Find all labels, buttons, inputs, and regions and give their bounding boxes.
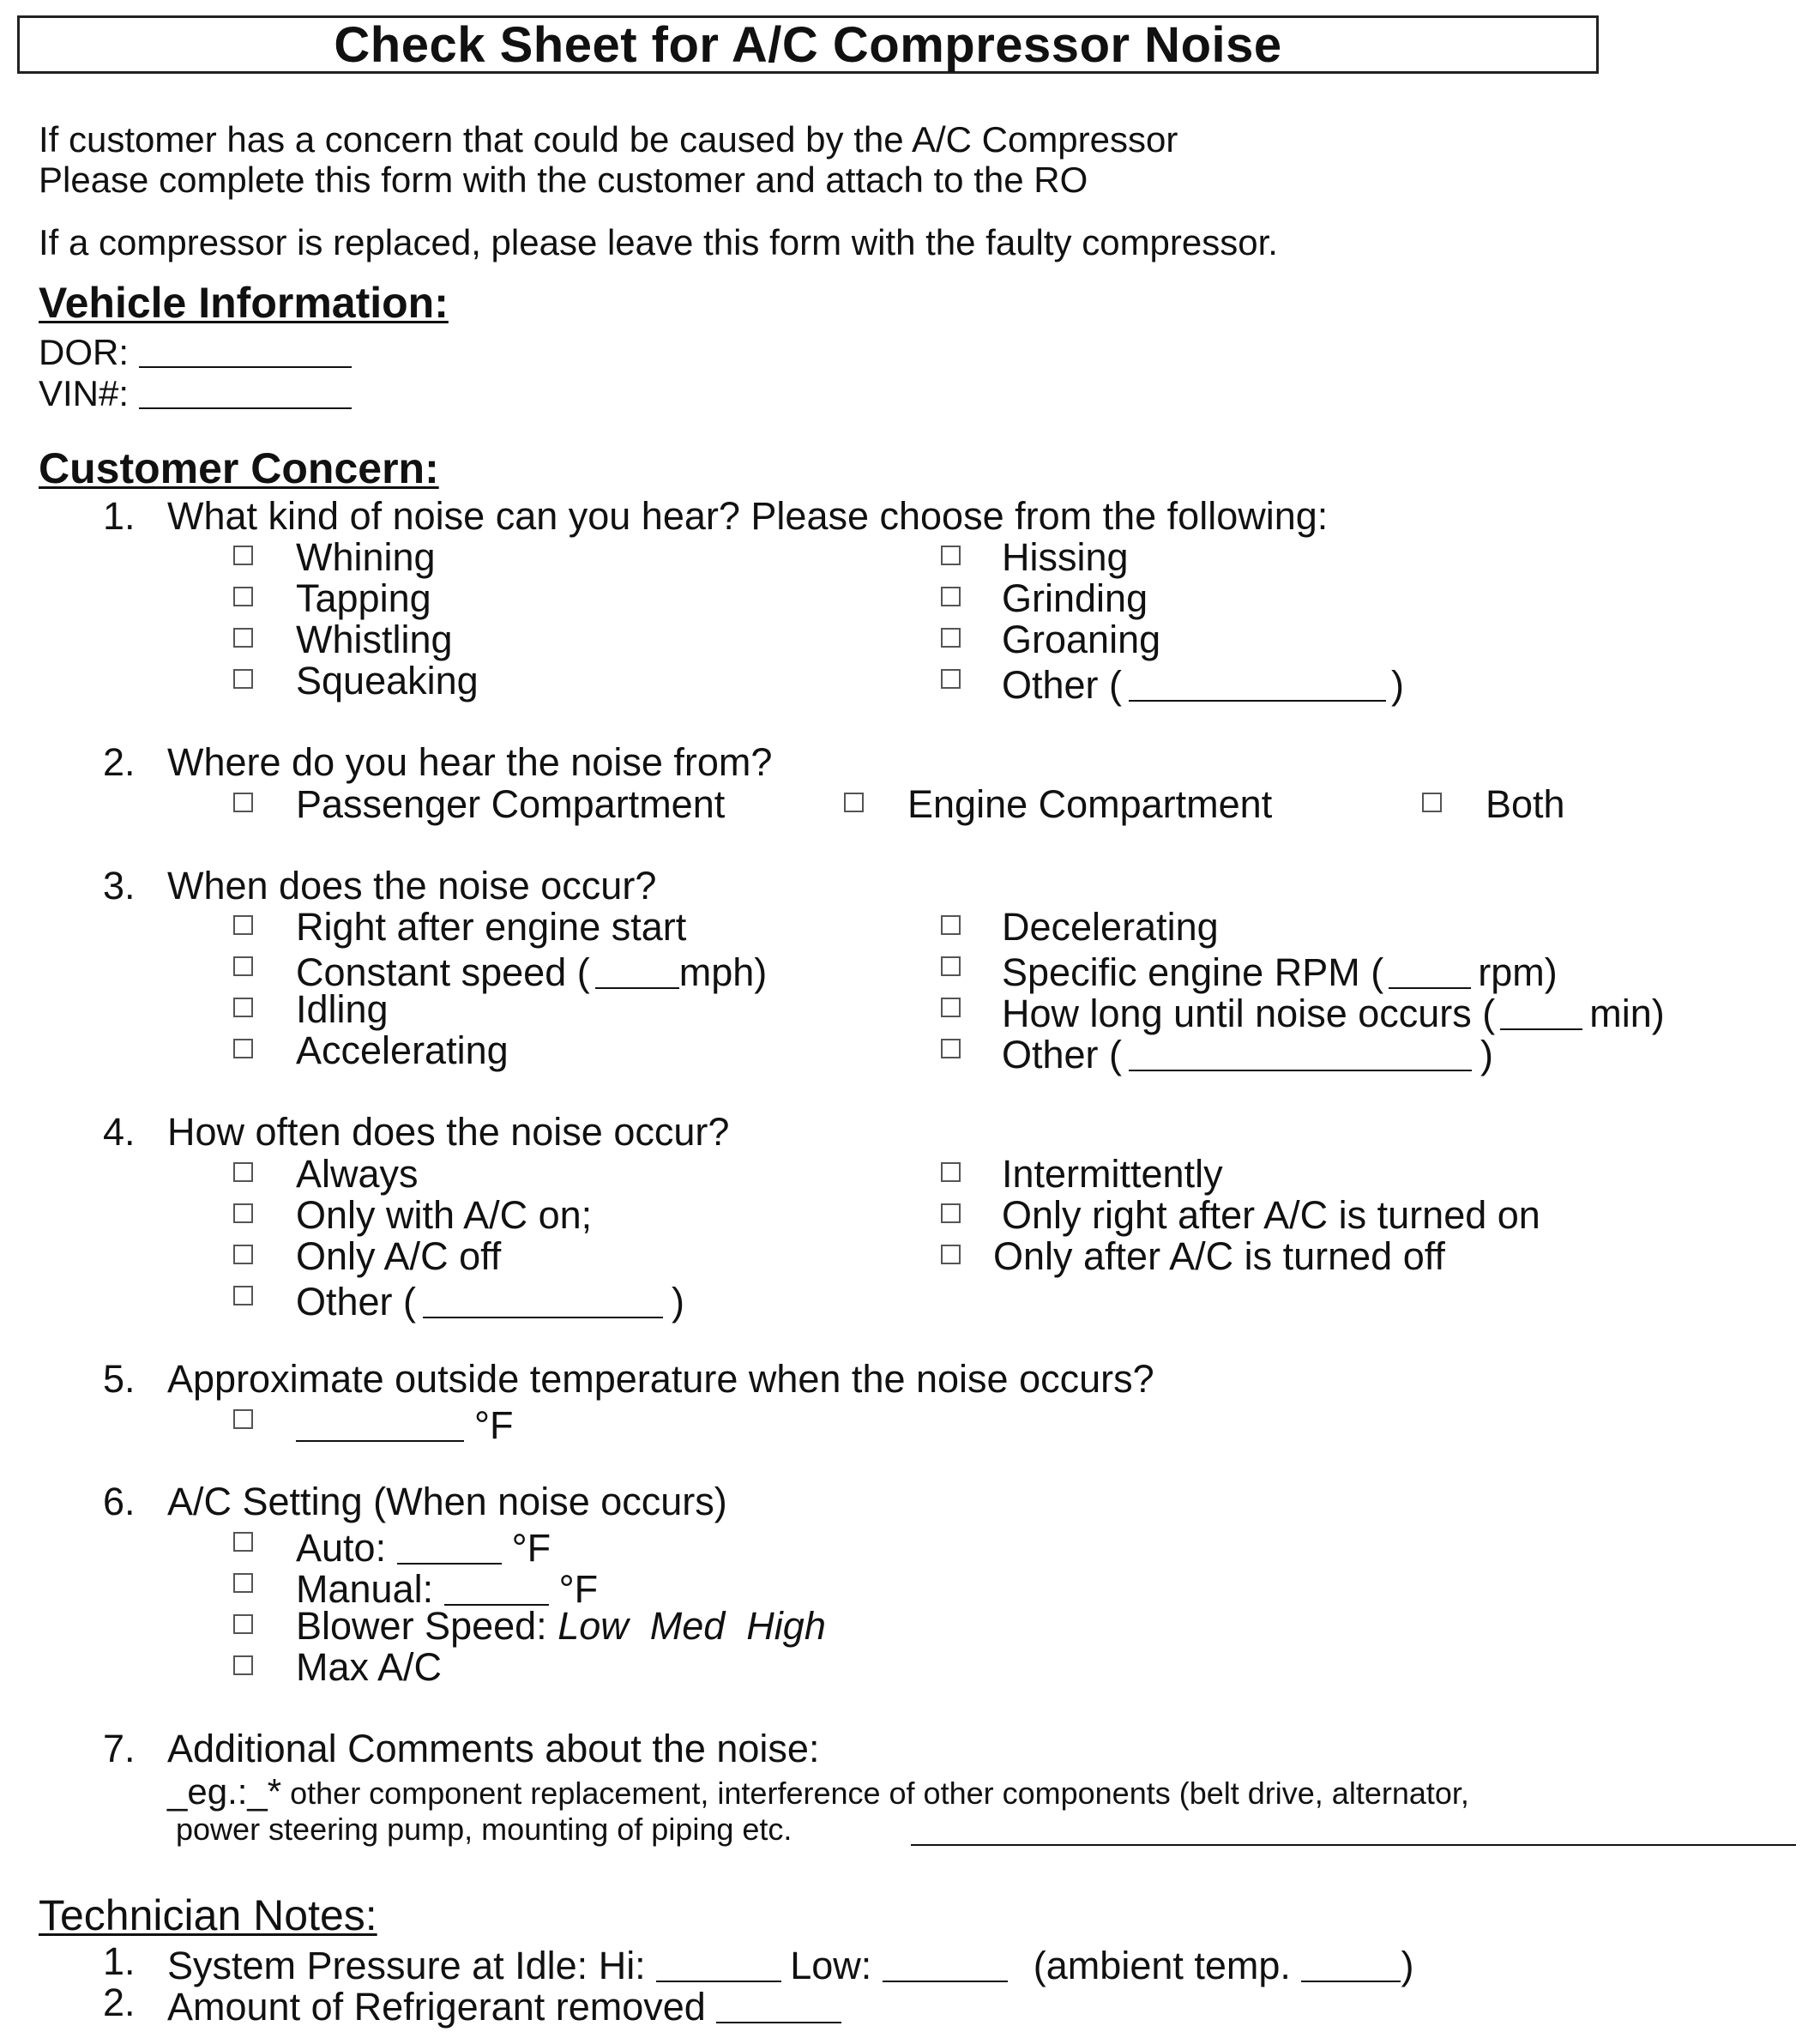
q2-question: Where do you hear the noise from? — [167, 740, 773, 784]
q3-rpm-unit: rpm) — [1478, 950, 1558, 994]
q3-speed-checkbox[interactable] — [233, 956, 253, 976]
q2-both-checkbox[interactable] — [1422, 793, 1442, 812]
q4-intermittent-label: Intermittently — [1002, 1152, 1223, 1196]
dor-label: DOR: — [39, 332, 129, 372]
q4-ac-off-label: Only A/C off — [296, 1234, 502, 1278]
q6-manual-row — [296, 1565, 599, 1611]
q3-start-label: Right after engine start — [296, 905, 687, 949]
q4-always-label: Always — [296, 1152, 419, 1196]
q3-other-field[interactable] — [1129, 1031, 1472, 1071]
q6-blower-levels[interactable]: Low Med High — [557, 1604, 826, 1648]
q3-howlong-label: How long until noise occurs ( — [1002, 992, 1496, 1035]
q3-rpm-row — [1002, 949, 1558, 992]
dor-row — [39, 330, 352, 371]
q5-temp-row — [296, 1402, 514, 1447]
q3-speed-unit: mph) — [678, 950, 768, 994]
vin-label: VIN#: — [39, 373, 130, 413]
q1-question: What kind of noise can you hear? Please choose from the following: — [167, 494, 1329, 538]
q3-howlong-field[interactable] — [1500, 990, 1582, 1030]
q1-hissing-checkbox[interactable] — [941, 546, 961, 565]
q1-other-checkbox[interactable] — [941, 669, 961, 689]
q6-number: 6. — [103, 1480, 136, 1523]
vin-field[interactable] — [139, 371, 352, 409]
q1-other-field[interactable] — [1129, 661, 1386, 702]
page-title: Check Sheet for A/C Compressor Noise — [334, 16, 1282, 73]
q5-number: 5. — [103, 1357, 136, 1401]
q3-accel-checkbox[interactable] — [233, 1039, 253, 1058]
tech-pressure-hi-field[interactable] — [656, 1942, 781, 1982]
q6-manual-checkbox[interactable] — [233, 1573, 253, 1593]
intro-line-3: If a compressor is replaced, please leave this form with the faulty compressor. — [39, 222, 1278, 262]
tech-note-2-row — [167, 1983, 841, 2029]
tech-ambient-close: ) — [1401, 1944, 1414, 1987]
q7-example-prefix: _eg.:_* — [167, 1771, 282, 1812]
q1-grinding-checkbox[interactable] — [941, 587, 961, 606]
q3-speed-label: Constant speed ( — [296, 950, 590, 994]
q4-ac-off-checkbox[interactable] — [233, 1245, 253, 1264]
tech-note-1-row — [167, 1942, 1413, 1985]
q1-tapping-checkbox[interactable] — [233, 587, 253, 606]
q5-temp-checkbox[interactable] — [233, 1409, 253, 1429]
q4-always-checkbox[interactable] — [233, 1162, 253, 1182]
q2-engine-checkbox[interactable] — [844, 793, 864, 812]
q4-number: 4. — [103, 1110, 136, 1154]
tech-ambient-field[interactable] — [1301, 1942, 1401, 1982]
tech-note-1-number: 1. — [103, 1939, 136, 1983]
tech-ambient-label: (ambient temp. — [1033, 1944, 1291, 1987]
q1-squeaking-checkbox[interactable] — [233, 669, 253, 689]
q3-rpm-field[interactable] — [1389, 949, 1471, 989]
q4-ac-on-checkbox[interactable] — [233, 1203, 253, 1223]
q3-speed-row — [296, 949, 767, 992]
q7-question: Additional Comments about the noise: — [167, 1727, 820, 1770]
q1-tapping-label: Tapping — [296, 576, 431, 620]
q3-howlong-row — [1002, 990, 1665, 1033]
q6-blower-row — [296, 1604, 826, 1648]
q4-other-close: ) — [672, 1280, 685, 1323]
q3-howlong-unit: min) — [1589, 992, 1665, 1035]
q4-other-row — [296, 1278, 684, 1321]
vehicle-info-heading: Vehicle Information: — [39, 279, 449, 327]
q1-number: 1. — [103, 494, 136, 538]
q1-grinding-label: Grinding — [1002, 576, 1148, 620]
q7-comments-line[interactable] — [911, 1844, 1796, 1846]
q1-whistling-checkbox[interactable] — [233, 628, 253, 648]
q4-other-field[interactable] — [423, 1278, 663, 1318]
q5-question: Approximate outside temperature when the noise occurs? — [167, 1357, 1154, 1401]
q3-decel-checkbox[interactable] — [941, 915, 961, 935]
q3-rpm-label: Specific engine RPM ( — [1002, 950, 1384, 994]
q4-question: How often does the noise occur? — [167, 1110, 730, 1154]
q1-groaning-label: Groaning — [1002, 618, 1161, 661]
technician-notes-heading: Technician Notes: — [39, 1891, 377, 1939]
q3-idling-checkbox[interactable] — [233, 998, 253, 1017]
q6-manual-label: Manual: — [296, 1567, 434, 1611]
q3-speed-field[interactable] — [595, 949, 679, 989]
q1-whistling-label: Whistling — [296, 618, 453, 661]
q4-intermittent-checkbox[interactable] — [941, 1162, 961, 1182]
q3-other-label: Other ( — [1002, 1033, 1123, 1076]
q4-ac-on-label: Only with A/C on; — [296, 1193, 593, 1237]
q3-other-close: ) — [1480, 1033, 1494, 1076]
q3-idling-label: Idling — [296, 987, 389, 1031]
vin-row — [39, 371, 352, 412]
q6-auto-checkbox[interactable] — [233, 1532, 253, 1552]
q6-auto-label: Auto: — [296, 1526, 387, 1570]
q7-example-line-1 — [167, 1771, 1469, 1812]
intro-line-2: Please complete this form with the customer and attach to the RO — [39, 160, 1088, 200]
q4-other-label: Other ( — [296, 1280, 417, 1323]
q3-question: When does the noise occur? — [167, 864, 657, 907]
q3-other-checkbox[interactable] — [941, 1039, 961, 1058]
q7-example-text-2: power steering pump, mounting of piping etc. — [176, 1812, 793, 1847]
q2-both-label: Both — [1486, 782, 1565, 826]
customer-concern-heading: Customer Concern: — [39, 444, 439, 492]
q3-number: 3. — [103, 864, 136, 907]
q2-passenger-label: Passenger Compartment — [296, 782, 726, 826]
q6-max-checkbox[interactable] — [233, 1655, 253, 1675]
tech-refrigerant-field[interactable] — [716, 1983, 841, 2023]
tech-pressure-low-field[interactable] — [883, 1942, 1008, 1982]
q7-number: 7. — [103, 1727, 136, 1770]
title-box — [17, 15, 1599, 74]
q6-question: A/C Setting (When noise occurs) — [167, 1480, 727, 1523]
dor-field[interactable] — [139, 330, 352, 368]
q4-after-off-checkbox[interactable] — [941, 1245, 961, 1264]
q1-other-row — [1002, 661, 1405, 707]
q1-squeaking-label: Squeaking — [296, 659, 479, 702]
q3-start-checkbox[interactable] — [233, 915, 253, 935]
q3-rpm-checkbox[interactable] — [941, 956, 961, 976]
q6-auto-row — [296, 1524, 551, 1570]
q2-passenger-checkbox[interactable] — [233, 793, 253, 812]
q3-decel-label: Decelerating — [1002, 905, 1219, 949]
q3-accel-label: Accelerating — [296, 1028, 509, 1072]
q3-other-row — [1002, 1031, 1493, 1074]
tech-refrigerant-label: Amount of Refrigerant removed — [167, 1985, 706, 2029]
q5-temp-unit: °F — [474, 1403, 514, 1447]
q6-manual-unit: °F — [558, 1567, 599, 1611]
q5-temp-field[interactable] — [296, 1402, 464, 1442]
q4-after-on-label: Only right after A/C is turned on — [1002, 1193, 1540, 1237]
q2-number: 2. — [103, 740, 136, 784]
q1-whining-label: Whining — [296, 535, 436, 579]
q1-hissing-label: Hissing — [1002, 535, 1129, 579]
intro-line-1: If customer has a concern that could be caused by the A/C Compressor — [39, 119, 1178, 160]
q4-other-checkbox[interactable] — [233, 1286, 253, 1305]
q6-auto-unit: °F — [511, 1526, 551, 1570]
tech-pressure-hi-label: System Pressure at Idle: Hi: — [167, 1944, 646, 1987]
q4-after-off-label: Only after A/C is turned off — [993, 1234, 1445, 1278]
q6-manual-field[interactable] — [444, 1565, 549, 1606]
q1-other-close: ) — [1391, 663, 1405, 707]
q1-whining-checkbox[interactable] — [233, 546, 253, 565]
q6-blower-label: Blower Speed: — [296, 1604, 547, 1648]
tech-pressure-low-label: Low: — [790, 1944, 872, 1987]
q4-after-on-checkbox[interactable] — [941, 1203, 961, 1223]
q1-other-label: Other ( — [1002, 663, 1123, 707]
q2-engine-label: Engine Compartment — [907, 782, 1273, 826]
q3-howlong-checkbox[interactable] — [941, 998, 961, 1017]
q6-auto-field[interactable] — [397, 1524, 502, 1565]
q1-groaning-checkbox[interactable] — [941, 628, 961, 648]
q7-example-text-1: other component replacement, interference of other components (belt drive, alternator, — [281, 1776, 1469, 1811]
q6-max-label: Max A/C — [296, 1645, 443, 1689]
q6-blower-checkbox[interactable] — [233, 1614, 253, 1634]
tech-note-2-number: 2. — [103, 1981, 136, 2024]
